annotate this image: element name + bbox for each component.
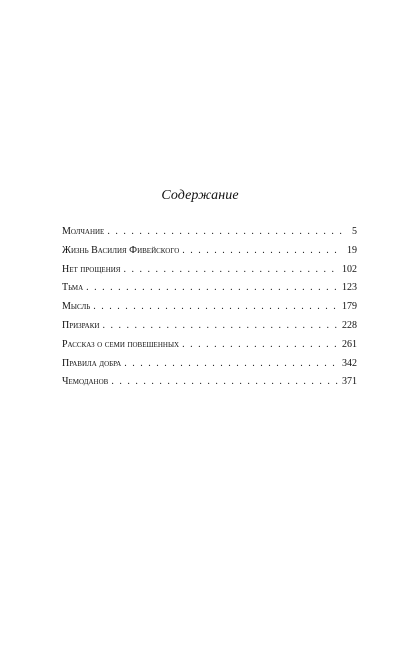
toc-entry-title: Правила добра [62,357,122,369]
dot-leader [182,339,339,351]
toc-entry-title: Молчание [62,226,105,237]
toc-entry-page: 19 [347,244,357,256]
toc-entry-pravila-dobra[interactable] [62,358,357,377]
toc-entry-rasskaz-o-semi-poveshennykh[interactable] [62,339,357,358]
toc-entry-title: Мысль [62,301,91,313]
dot-leader [86,282,339,294]
toc-entry-page: 5 [352,226,357,237]
dot-leader [124,358,339,370]
toc-entry-title: Нет прощения [62,263,121,275]
toc-entry-chemodanov[interactable] [62,376,357,395]
toc-entry-title: Тьма [62,282,84,294]
dot-leader [123,264,339,276]
toc-entry-molchanie[interactable] [62,226,357,245]
dot-leader [182,245,342,257]
toc-entry-page: 102 [342,263,357,275]
toc-heading: Содержание [161,188,239,203]
dot-leader [111,376,339,388]
toc-entry-page: 179 [342,301,357,313]
table-of-contents [62,226,357,395]
toc-entry-page: 342 [342,357,357,369]
toc-entry-tma[interactable] [62,282,357,301]
toc-entry-title: Чемоданов [62,376,109,388]
dot-leader [102,320,339,332]
toc-entry-title: Призраки [62,319,100,331]
dot-leader [107,226,342,238]
toc-entry-title: Рассказ о семи повешенных [62,338,180,350]
toc-entry-prizraki[interactable] [62,320,357,339]
toc-entry-net-proshcheniya[interactable] [62,264,357,283]
toc-entry-title: Жизнь Василия Фивейского [62,244,180,256]
toc-entry-zhizn-vasiliya-fiveyskogo[interactable] [62,245,357,264]
toc-entry-page: 228 [342,319,357,331]
dot-leader [93,301,339,313]
toc-entry-page: 371 [342,376,357,388]
toc-entry-page: 261 [342,338,357,350]
toc-entry-page: 123 [342,282,357,294]
toc-entry-mysl[interactable] [62,301,357,320]
